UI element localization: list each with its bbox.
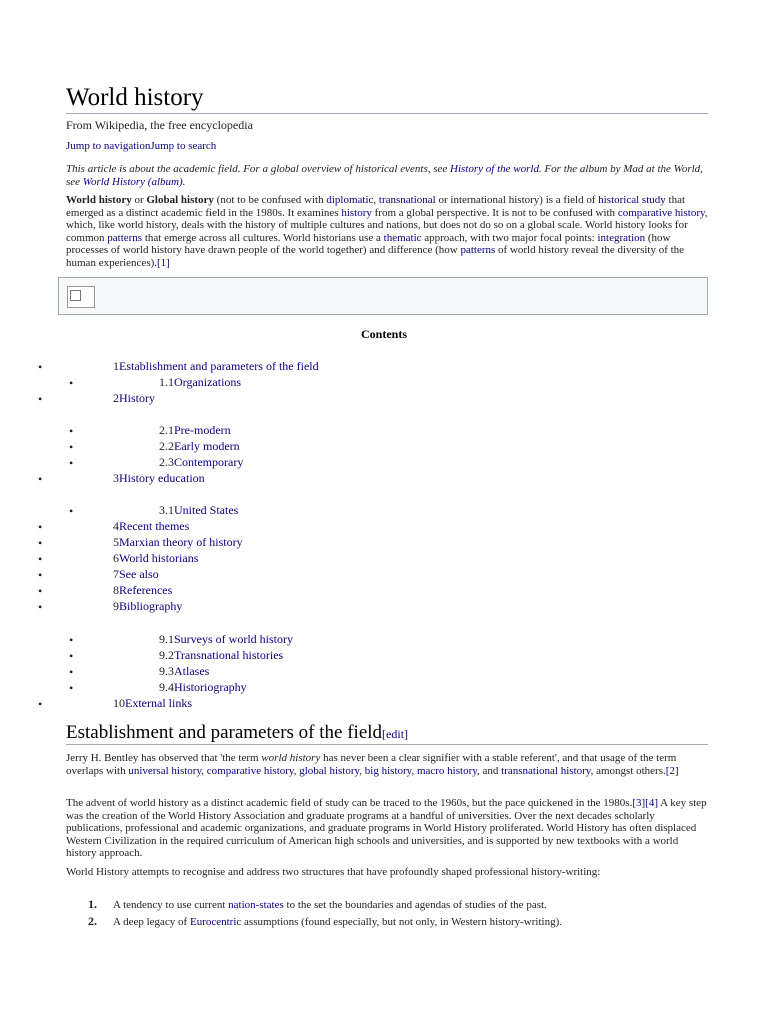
toc-link[interactable]: Transnational histories — [174, 648, 284, 662]
transnational-history-link[interactable]: transnational history — [501, 764, 591, 777]
citation-link[interactable]: [4] — [645, 797, 658, 809]
toc-item[interactable] — [159, 439, 240, 453]
toc-number: 3 — [113, 471, 119, 485]
toc-link[interactable]: Establishment and parameters of the field — [119, 359, 319, 373]
world-history-album-link[interactable]: World History (album) — [82, 176, 183, 188]
comparative-history-link[interactable]: comparative history — [206, 764, 294, 777]
bullet-icon: • — [38, 584, 43, 598]
toc-number: 9.3 — [159, 664, 174, 678]
toc-link[interactable]: Organizations — [174, 375, 242, 389]
universal-history-link[interactable]: universal history — [128, 764, 202, 777]
toc-link[interactable]: Historiography — [174, 680, 247, 694]
toc-link[interactable]: Bibliography — [119, 599, 183, 613]
bullet-icon: • — [69, 681, 74, 695]
bullet-icon: • — [38, 392, 43, 406]
text: Jerry H. Bentley has observed that 'the term — [66, 752, 262, 764]
nation-states-link[interactable]: nation-states — [228, 899, 284, 911]
bullet-icon: • — [69, 440, 74, 454]
jump-to-navigation-link[interactable]: Jump to navigation — [66, 140, 151, 152]
historical-study-link[interactable]: historical study — [598, 194, 666, 206]
thematic-link[interactable]: thematic — [383, 231, 422, 244]
bullet-icon: • — [38, 520, 43, 534]
global-history-link[interactable]: global history — [299, 764, 360, 777]
text: , amongst others. — [590, 764, 666, 777]
section-divider — [66, 744, 708, 745]
text: that emerged as a distinct academic field in the 1980s. It examines — [66, 194, 686, 219]
toc-number: 2.3 — [159, 455, 174, 469]
bullet-icon: • — [69, 456, 74, 470]
toc-number: 3.1 — [159, 503, 174, 517]
bullet-icon: • — [69, 376, 74, 390]
toc-link[interactable]: References — [119, 583, 173, 597]
toc-link[interactable]: World historians — [119, 551, 199, 565]
toc-link[interactable]: See also — [119, 567, 159, 581]
list-item — [113, 916, 562, 928]
toc-item[interactable] — [159, 503, 238, 517]
hatnote-text: . For the album by Mad at the World, see — [66, 163, 703, 188]
toc-item[interactable] — [113, 551, 198, 565]
toc-link[interactable]: Contemporary — [174, 455, 244, 469]
toc-number: 7 — [113, 567, 119, 581]
jump-to-search-link[interactable]: Jump to search — [150, 140, 217, 152]
toc-item[interactable] — [113, 583, 172, 597]
toc-number: 9 — [113, 599, 119, 613]
text: (not to be confused with — [213, 194, 327, 206]
toc-link[interactable]: Marxian theory of history — [119, 535, 243, 549]
list-item — [113, 899, 547, 911]
text: or — [131, 194, 147, 206]
text: assumptions (found especially, but not only, in Western history-writing). — [241, 916, 562, 928]
toc-link[interactable]: United States — [174, 503, 239, 517]
toc-item[interactable] — [113, 696, 192, 710]
toc-item[interactable] — [113, 391, 155, 405]
toc-link[interactable]: Surveys of world history — [174, 632, 293, 646]
jump-links — [66, 140, 216, 152]
list-number: 1. — [88, 897, 97, 911]
section-heading — [66, 722, 408, 744]
toc-number: 9.2 — [159, 648, 174, 662]
hatnote-text: . — [182, 176, 186, 188]
bullet-icon: • — [38, 360, 43, 374]
paragraph — [66, 752, 708, 777]
text: of world history reveal the diversity of the human experiences). — [66, 244, 685, 269]
bold-term: World history — [66, 194, 132, 206]
citation-link[interactable]: [3] — [632, 797, 646, 809]
integration-link[interactable]: integration — [597, 231, 646, 244]
transnational-link[interactable]: transnational — [378, 194, 436, 206]
italic-term: world history — [261, 752, 321, 764]
bullet-icon: • — [38, 568, 43, 582]
toc-link[interactable]: History — [119, 391, 155, 405]
media-box — [58, 277, 708, 315]
text: , and — [477, 764, 502, 777]
page-title: World history — [66, 84, 204, 111]
toc-number: 9.1 — [159, 632, 174, 646]
macro-history-link[interactable]: macro history — [416, 764, 478, 777]
broken-image-icon[interactable] — [67, 286, 95, 308]
toc-number: 6 — [113, 551, 119, 565]
hatnote — [66, 163, 706, 189]
paragraph: World History attempts to recognise and address two structures that have profoundly shaped professional history-writing: — [66, 866, 601, 878]
bullet-icon: • — [69, 424, 74, 438]
toc-item[interactable] — [113, 599, 182, 613]
toc-link[interactable]: External links — [125, 696, 192, 710]
eurocentric-link[interactable]: Eurocentric — [189, 916, 242, 928]
bullet-icon: • — [69, 649, 74, 663]
text: , — [373, 194, 379, 206]
text: , — [359, 764, 365, 777]
text: The advent of world history as a distinct academic field of study can be traced to the 1960s, but the pace quickened in the 1980s. — [66, 797, 633, 809]
toc-number: 5 — [113, 535, 119, 549]
comparative-history-link[interactable]: comparative history — [617, 206, 705, 219]
citation-link[interactable]: [1] — [157, 256, 170, 269]
diplomatic-link[interactable]: diplomatic — [326, 194, 374, 206]
bullet-icon: • — [38, 600, 43, 614]
toc-number: 2 — [113, 391, 119, 405]
tagline: From Wikipedia, the free encyclopedia — [66, 118, 253, 132]
toc-item[interactable] — [159, 455, 243, 469]
toc-item[interactable] — [159, 632, 293, 646]
bullet-icon: • — [38, 697, 43, 711]
patterns-link[interactable]: patterns — [107, 231, 143, 244]
text: , which, like world history, deals with the history of multiple cultures and nations, but does not do so on a global scale. World history looks for common — [66, 206, 708, 244]
title-divider — [66, 113, 708, 114]
section-heading-text: Establishment and parameters of the field — [66, 722, 383, 743]
lead-paragraph — [66, 194, 708, 269]
toc-link[interactable]: Early modern — [174, 439, 240, 453]
history-of-the-world-link[interactable]: History of the world — [450, 163, 539, 175]
text: A tendency to use current — [113, 899, 229, 911]
toc-item[interactable] — [113, 359, 319, 373]
big-history-link[interactable]: big history — [364, 764, 412, 777]
text: approach, with two major focal points: — [421, 231, 598, 244]
toc-item[interactable] — [159, 375, 241, 389]
history-link[interactable]: history — [341, 206, 372, 219]
toc-number: 4 — [113, 519, 119, 533]
bullet-icon: • — [38, 552, 43, 566]
text: , — [411, 764, 417, 777]
bullet-icon: • — [69, 633, 74, 647]
toc-link[interactable]: History education — [119, 471, 205, 485]
toc-link[interactable]: Recent themes — [119, 519, 190, 533]
hatnote-text: This article is about the academic field. For a global overview of historical events, see — [66, 163, 451, 175]
toc-number: 1 — [113, 359, 119, 373]
text: , — [293, 764, 300, 777]
text: that emerge across all cultures. World historians use a — [142, 231, 384, 244]
toc-number: 9.4 — [159, 680, 174, 694]
toc-number: 1.1 — [159, 375, 174, 389]
toc-title: Contents — [360, 327, 407, 341]
edit-section-link[interactable]: [edit] — [382, 727, 409, 741]
text: A deep legacy of — [113, 916, 190, 928]
toc-link[interactable]: Pre-modern — [174, 423, 231, 437]
toc-item[interactable] — [113, 567, 159, 581]
patterns-link[interactable]: patterns — [460, 244, 496, 256]
text: to the set the boundaries and agendas of studies of the past. — [283, 899, 547, 911]
text: has never been a clear signifier with a stable referent', and that usage of the term overlaps with — [66, 752, 677, 777]
toc-item[interactable] — [159, 423, 231, 437]
text: from a global perspective. It is not to be confused with — [371, 206, 618, 219]
toc-link[interactable]: Atlases — [174, 664, 210, 678]
toc-number: 8 — [113, 583, 119, 597]
paragraph — [66, 797, 708, 860]
bold-term: Global history — [146, 194, 214, 206]
text: or international history) is a field of — [435, 194, 599, 206]
toc-item[interactable] — [113, 535, 243, 549]
bullet-icon: • — [38, 472, 43, 486]
text: , — [201, 764, 207, 777]
bullet-icon: • — [38, 536, 43, 550]
toc-item[interactable] — [159, 648, 283, 662]
bullet-icon: • — [69, 665, 74, 679]
toc-item[interactable] — [113, 519, 189, 533]
toc-number: 2.2 — [159, 439, 174, 453]
bullet-icon: • — [69, 504, 74, 518]
toc-number: 10 — [113, 696, 125, 710]
toc-number: 2.1 — [159, 423, 174, 437]
toc-item[interactable] — [113, 471, 205, 485]
text: A key step was the creation of the World History Association and graduate programs at a handful of universities. Over the next decades scholarly publications, professional and academic organizations, and graduate programs in World History proliferated. World History has often displaced Western Civilization in the required curriculum of American high schools and universities, and is supported by new textbooks with a world history approach. — [66, 797, 707, 859]
toc-item[interactable] — [159, 680, 247, 694]
citation-link[interactable]: [2] — [665, 764, 679, 777]
text: (how processes of world history have drawn people of the world together) and difference (how — [66, 231, 671, 256]
toc-item[interactable] — [159, 664, 209, 678]
list-number: 2. — [88, 914, 97, 928]
